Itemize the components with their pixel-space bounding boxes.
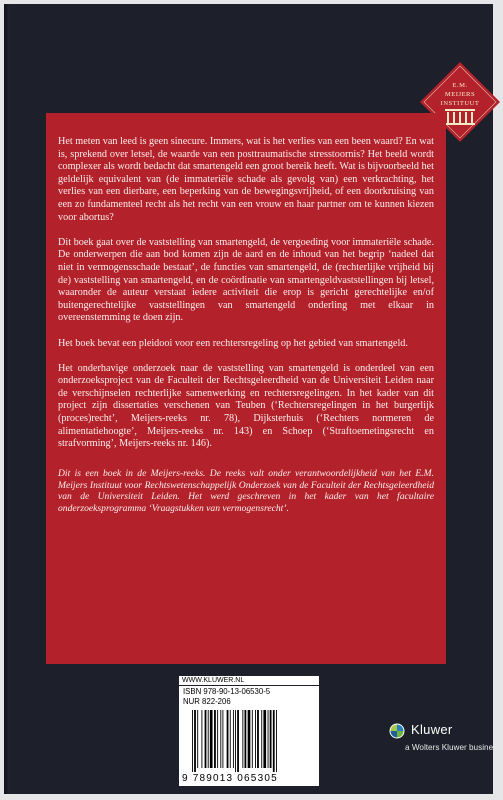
blurb-panel xyxy=(46,113,446,664)
publisher-logo xyxy=(389,722,502,759)
blurb-paragraph-4: Het onderhavige onderzoek naar de vaststelling van smartengeld is onderdeel van een onderzoeksproject van de Faculteit der Rechtsgeleerdheid van de Universiteit Leiden naar de verschijnselen rechterlijke samenwerking en rechtersregelingen. In het kader van dit project zijn dissertaties verschenen van Teuben (‘Rechtersregelingen in het burgerlijk (proces)recht’, Meijers-reeks nr. 78), Dijksterhuis (‘Rechters normeren de alimentatiehoogte’, Meijers-reeks nr. 143) en Schoep (‘Straftoemetingsrecht en strafvorming’, Meijers-reeks nr. 146). xyxy=(58,362,434,450)
publisher-url: WWW.KLUWER.NL xyxy=(179,676,319,686)
blurb-paragraph-3: Het boek bevat een pleidooi voor een rechtersregeling op het gebied van smartengeld. xyxy=(58,337,408,349)
barcode-digits: 9 789013 065305 xyxy=(182,773,278,784)
kluwer-logo-icon xyxy=(389,723,405,739)
publisher-name: Kluwer xyxy=(411,722,453,737)
cover-spine-edge xyxy=(4,4,10,794)
blurb-paragraph-1: Het meten van leed is geen sinecure. Immers, wat is het verlies van een been waard? En wat is, sprekend over letsel, de waarde van een posttraumatische stresstoornis? Het beeld wordt complexer als wordt bedacht dat smartengeld een groot bereik heeft. Wat is bijvoorbeeld het geldelijk equivalent van (de immateriële schade als gevolg van) een verkrachting, het verlies van een dierbare, een beperking van de bewegingsvrijheid, of een doorkruising van een zo fundamenteel recht als het recht van een vrouw en haar partner om te kunnen kiezen voor abortus? xyxy=(58,136,434,223)
nur-code: NUR 822-206 xyxy=(183,697,231,706)
isbn-number: ISBN 978-90-13-06530-5 xyxy=(183,687,271,696)
publisher-tagline: a Wolters Kluwer business xyxy=(405,743,502,752)
series-note: Dit is een boek in de Meijers-reeks. De reeks valt onder verantwoordelijkheid van het E.M. Meijers Instituut voor Rechtswetenschappelijk Onderzoek van de Faculteit der Rechtsgeleerdheid van de Universiteit Leiden. Het werd geschreven in het kader van het facultaire onderzoeksprogramma ‘Vraagstukken van vermogensrecht’. xyxy=(58,467,434,515)
logo-line-1: E.M. xyxy=(452,82,468,89)
barcode-icon xyxy=(191,710,311,772)
logo-line-2: MEIJERS xyxy=(444,91,476,98)
isbn-barcode-label xyxy=(179,676,319,786)
blurb-paragraph-2: Dit boek gaat over de vaststelling van smartengeld, de vergoeding voor immateriële schade. De onderwerpen die aan bod komen zijn de aard en de inhoud van het begrip ‘nadeel dat niet in vermogensschade bestaat’, de functies van smartengeld, de (rechterlijke vrijheid bij de) vaststelling van smartengeld, en de coördinatie van smartengeldvaststellingen bij letsel, waaronder de auteur verstaat iedere activiteit die erop is gericht gerechtelijke en/of buitengerechtelijke vaststellingen van smartengeld onderling met elkaar in overeenstemming te doen zijn. xyxy=(58,236,434,324)
logo-line-3: INSTITUUT xyxy=(440,100,480,107)
